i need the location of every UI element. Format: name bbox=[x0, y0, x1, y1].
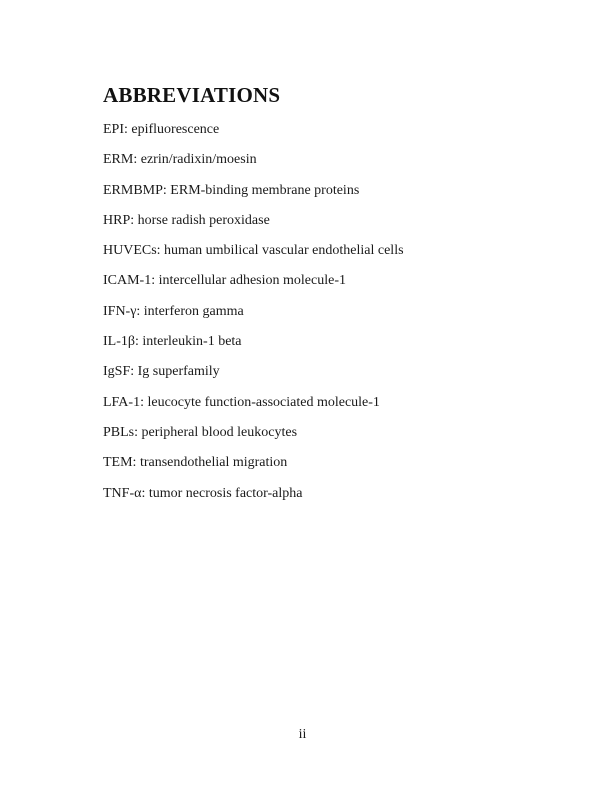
abbreviation-entry: TEM: transendothelial migration bbox=[103, 455, 288, 471]
abbreviation-entry: PBLs: peripheral blood leukocytes bbox=[103, 424, 298, 440]
page-number: ii bbox=[298, 727, 307, 742]
abbreviation-entry: LFA-1: leucocyte function-associated molecule-1 bbox=[103, 394, 380, 410]
abbreviation-entry: IgSF: Ig superfamily bbox=[103, 364, 220, 380]
abbreviation-entry: ICAM-1: intercellular adhesion molecule-1 bbox=[103, 273, 346, 289]
abbreviation-entry: ERM: ezrin/radixin/moesin bbox=[103, 152, 257, 168]
abbreviation-entry: ERMBMP: ERM-binding membrane proteins bbox=[103, 182, 360, 198]
abbreviation-list bbox=[103, 117, 404, 511]
abbreviation-entry: IL-1β: interleukin-1 beta bbox=[103, 334, 242, 350]
abbreviation-entry: HUVECs: human umbilical vascular endothelial cells bbox=[103, 243, 404, 259]
page-title: ABBREVIATIONS bbox=[103, 83, 281, 107]
abbreviation-entry: EPI: epifluorescence bbox=[103, 122, 220, 137]
abbreviation-entry: HRP: horse radish peroxidase bbox=[103, 212, 270, 228]
abbreviation-entry: IFN-γ: interferon gamma bbox=[103, 303, 244, 319]
abbreviation-entry: TNF-α: tumor necrosis factor-alpha bbox=[103, 485, 303, 501]
